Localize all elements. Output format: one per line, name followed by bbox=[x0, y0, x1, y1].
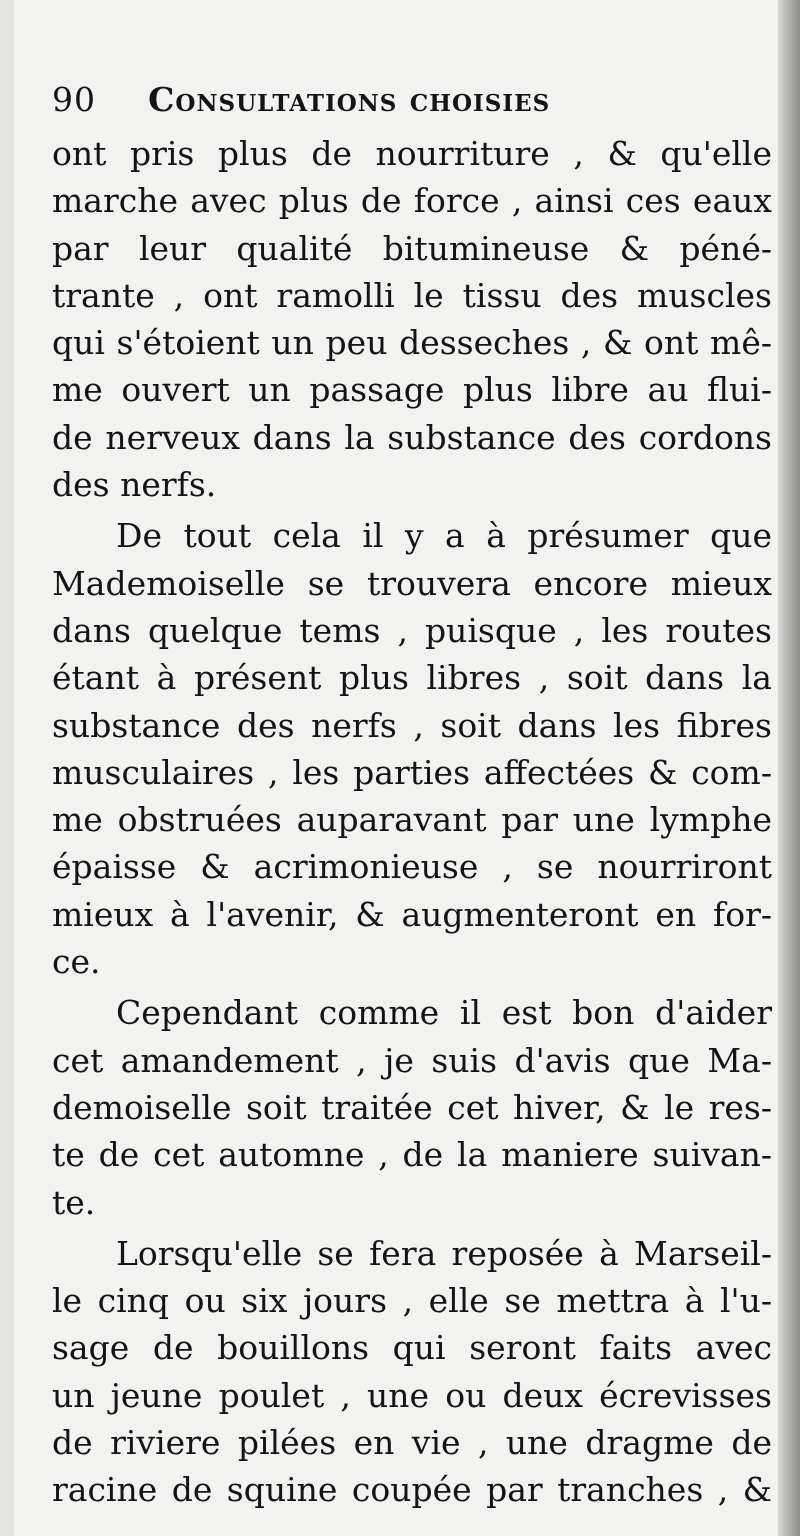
text-line: ont pris plus de nourriture , & qu'elle bbox=[52, 134, 772, 173]
text-line: racine de squine coupée par tranches , & bbox=[52, 1470, 772, 1510]
text-line: me ouvert un passage plus libre au flui- bbox=[52, 370, 772, 410]
text-line: sage de bouillons qui seront faits avec bbox=[52, 1328, 772, 1368]
text-line: substance des nerfs , soit dans les fibres bbox=[52, 705, 772, 745]
text-line: Lorsqu'elle se fera reposée à Marseil- bbox=[116, 1233, 772, 1273]
text-line: De tout cela il y a à présumer que bbox=[116, 516, 772, 556]
text-line: par leur qualité bitumineuse & péné- bbox=[52, 228, 772, 268]
running-title: Consultations choisies bbox=[148, 80, 551, 119]
text-line: de nerveux dans la substance des cordons bbox=[52, 417, 772, 457]
text-line: Cependant comme il est bon d'aider bbox=[116, 993, 772, 1033]
text-line: le cinq ou six jours , elle se mettra à l'u- bbox=[52, 1281, 772, 1321]
text-line: demoiselle soit traitée cet hiver, & le res- bbox=[52, 1087, 772, 1127]
text-line: te de cet automne , de la maniere suivan- bbox=[52, 1135, 772, 1175]
text-line: mieux à l'avenir, & augmenteront en for- bbox=[52, 894, 772, 934]
text-line: te. bbox=[52, 1182, 96, 1222]
text-line: marche avec plus de force , ainsi ces eaux bbox=[52, 181, 772, 221]
text-line: qui s'étoient un peu desseches , & ont mê- bbox=[52, 323, 772, 363]
text-line: musculaires , les parties affectées & com- bbox=[52, 752, 772, 792]
text-line: cet amandement , je suis d'avis que Ma- bbox=[52, 1040, 772, 1080]
text-line: des nerfs. bbox=[52, 465, 217, 505]
text-line: un jeune poulet , une ou deux écrevisses bbox=[52, 1375, 772, 1415]
text-line: trante , ont ramolli le tissu des muscles bbox=[52, 275, 772, 315]
text-line: étant à présent plus libres , soit dans la bbox=[52, 658, 772, 698]
page-number: 90 bbox=[52, 80, 96, 119]
text-line: dans quelque tems , puisque , les routes bbox=[52, 610, 772, 650]
text-line: ce. bbox=[52, 942, 101, 982]
text-line: de riviere pilées en vie , une dragme de bbox=[52, 1423, 772, 1463]
text-line: me obstruées auparavant par une lymphe bbox=[52, 800, 772, 840]
text-line: Mademoiselle se trouvera encore mieux bbox=[52, 563, 772, 603]
page-header bbox=[52, 80, 692, 120]
body-text bbox=[52, 130, 772, 1514]
text-line: épaisse & acrimonieuse , se nourriront bbox=[52, 847, 772, 887]
